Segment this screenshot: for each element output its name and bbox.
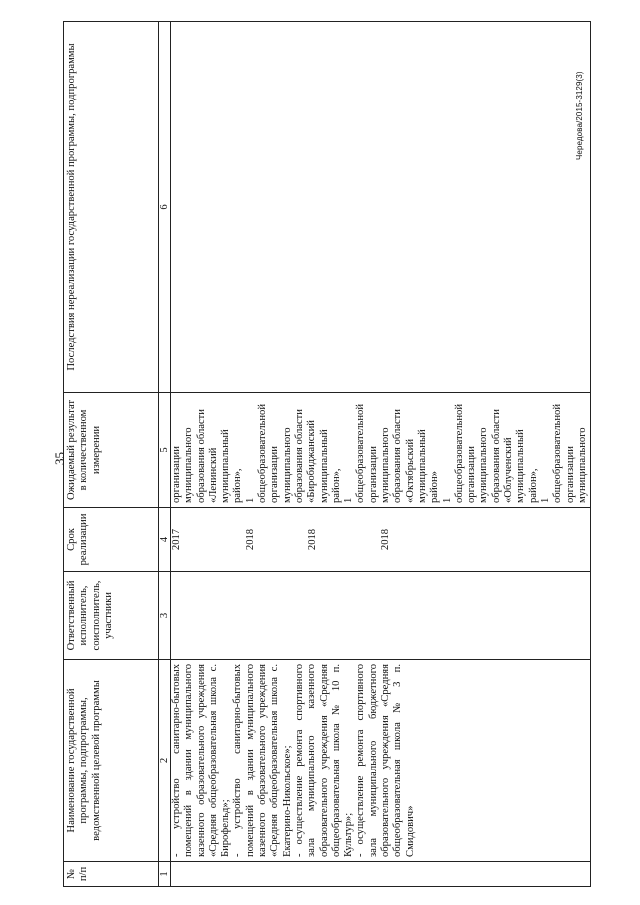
period-value: 2017 [171,528,182,551]
column-number: 1 [159,862,171,887]
period-cell [171,508,591,572]
program-items-cell [171,660,591,862]
header-row [64,22,159,887]
header-program-name: Наименование государственной программы, подпрограммы, ведомственной целевой программы [64,660,159,862]
result-item: 1 общеобразовательной организации муниципального образования области «Октябрьский муниципальный район» [343,403,441,503]
executor-cell [171,572,591,660]
program-item: - устройство санитарно-бытовых помещений в здании муниципального казенного образовательного учреждения «Средняя общеобразовательная школа с. Бирофельд»; [171,664,232,857]
consequences-cell [171,22,591,393]
program-item: - осуществление ремонта спортивного зала муниципального казенного образовательного учреждения «Средняя общеобразовательная школа № 10 п. Культур»; [293,664,355,857]
column-number: 5 [159,393,171,508]
column-number: 2 [159,660,171,862]
column-number: 3 [159,572,171,660]
program-item: - устройство санитарно-бытовых помещений в здании муниципального казенного образовательного учреждения «Средняя общеобразовательная школа с. Екатерино-Никольское»; [232,664,293,857]
program-item: - осуществление ремонта спортивного зала муниципального бюджетного образовательного учреждения «Средняя общеобразовательная школа № 3 п. Смидович» [355,664,416,857]
period-value: 2018 [245,528,256,551]
result-item: 1 общеобразовательной организации муниципального образования области «Облученский муниципальный район», [441,403,539,503]
header-period: Срок реализации [64,508,159,572]
header-expected-result: Ожидаемый результат в количественном измерении [64,393,159,508]
column-number: 6 [159,22,171,393]
header-number: № п/п [64,862,159,887]
program-table [63,21,591,887]
page-number: 35 [52,452,67,465]
period-value: 2018 [380,528,391,551]
column-number: 4 [159,508,171,572]
row-number [171,862,591,887]
table-row [171,22,591,887]
column-number-row [159,22,171,887]
result-item: организации муниципального образования области «Ленинский муниципальный район», [171,409,244,503]
header-executor: Ответственный исполнитель, соисполнитель, участники [64,572,159,660]
result-item: 1 общеобразовательной организации муниципального образования области «Биробиджанский муниципальный район», [244,403,342,503]
result-item: 1 общеобразовательной организации муниципального [539,403,588,503]
footer-code: Чередова/2015-3129(3) [575,71,584,160]
expected-result-cell [171,393,591,508]
header-consequences: Последствия нереализации государственной программы, подпрограммы [64,22,159,393]
period-value: 2018 [307,528,318,551]
